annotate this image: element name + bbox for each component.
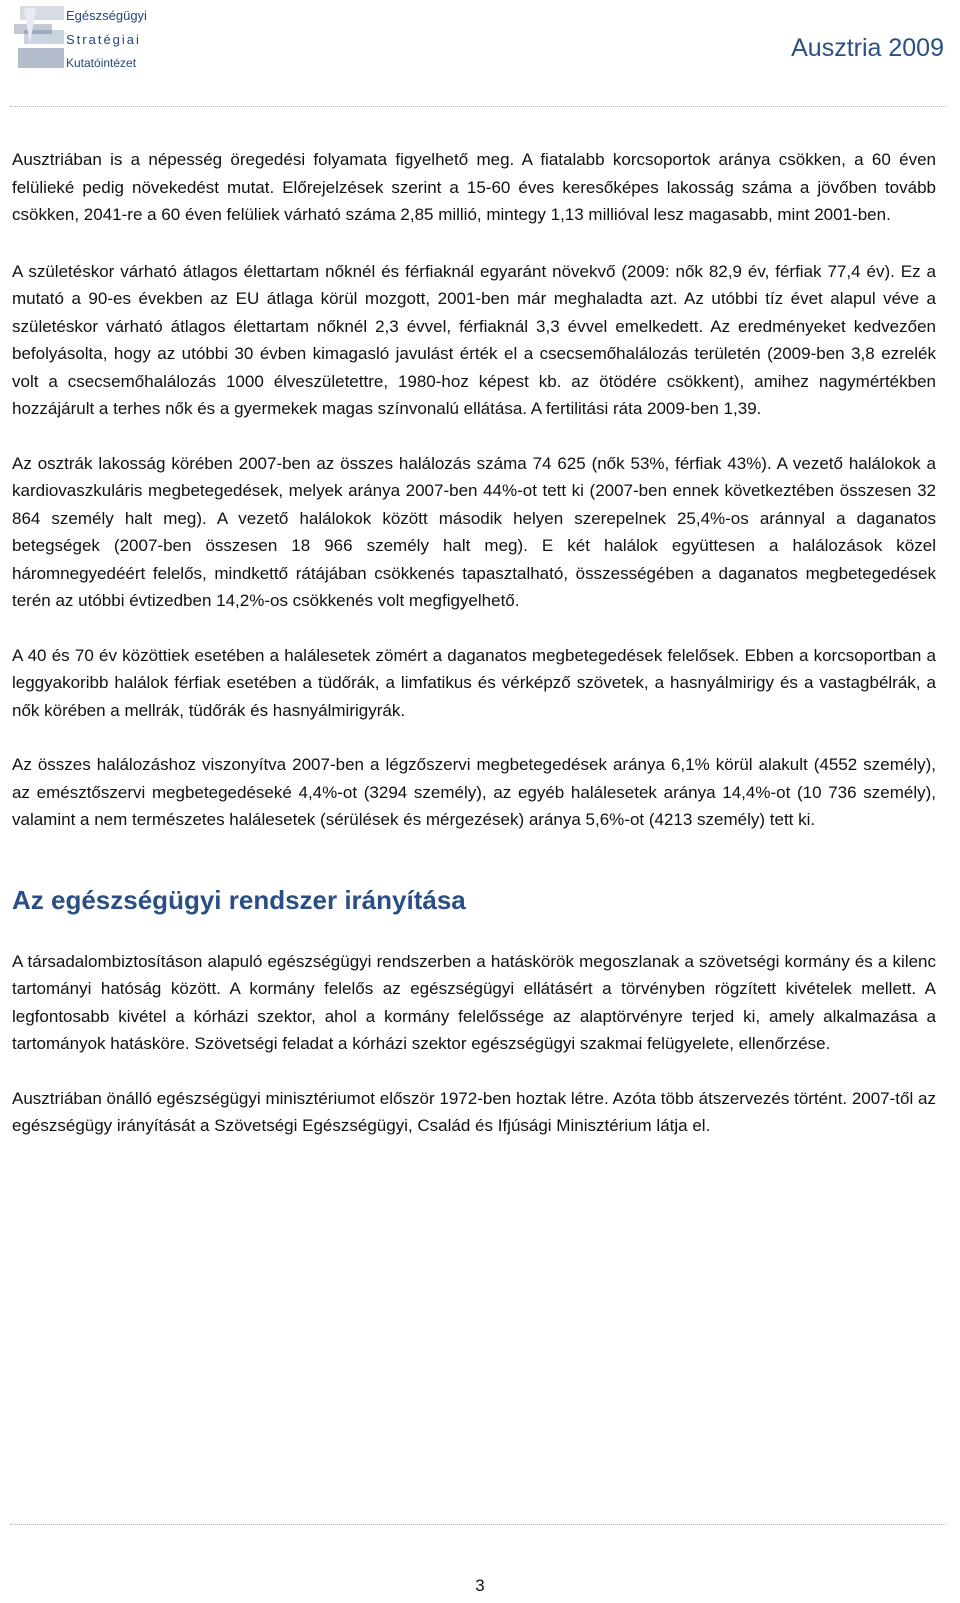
footer-divider [10,1524,946,1525]
logo-text-line2: Stratégiai [66,32,141,47]
institute-logo [14,4,164,72]
page-number: 3 [475,1576,485,1595]
paragraph-life-expectancy: A születéskor várható átlagos élettartam nőknél és férfiaknál egyaránt növekvő (2009: nők 82,9 év, férfiak 77,4 év). Ez a mutató a 90-es években az EU átlaga körül mozgott, 2001-ben már meghaladta azt. Az utóbbi tíz évet alapul véve a születéskor várható átlagos élettartam nőknél 2,3 évvel, férfiaknál 3,3 évvel emelkedett. Az eredményeket kedvezően befolyásolta, hogy az utóbbi 30 évben kimagasló javulást érték el a csecsemőhalálozás területén (2009-ben 3,8 ezrelék volt a csecsemőhalálozás 1000 élveszületettre, 1980-hoz képest kb. az ötödére csökkent), amihez nagymértékben hozzájárult a terhes nők és a gyermekek magas színvonalú ellátása. A fertilitási ráta 2009-ben 1,39. [12,261,936,418]
document-title: Ausztria 2009 [791,34,944,62]
header-divider [10,106,946,107]
document-body [12,146,936,1167]
paragraph-aging: Ausztriában is a népesség öregedési folyamata figyelhető meg. A fiatalabb korcsoportok aránya csökken, a 60 éven felülieké pedig növekedést mutat. Előrejelzések szerint a 15-60 éves keresőképes lakosság száma a jövőben tovább csökken, 2041-re a 60 éven felüliek várható száma 2,85 millió, mintegy 1,13 millióval lesz magasabb, mint 2001-ben. [12,150,936,224]
logo-mark-icon [14,4,64,72]
paragraph-ministry: Ausztriában önálló egészségügyi minisztériumot először 1972-ben hoztak létre. Azóta több átszervezés történt. 2007-től az egészségügy irányítását a Szövetségi Egészségügyi, Család és Ifjúsági Minisztérium látja el. [12,1088,936,1135]
paragraph-mortality: Az osztrák lakosság körében 2007-ben az összes halálozás száma 74 625 (nők 53%, férfiak 43%). A vezető halálokok a kardiovaszkuláris megbetegedések, melyek aránya 2007-ben 44%-ot tett ki (2007-ben ennek következtében összesen 32 864 személy halt meg). A vezető halálokok között második helyen szerepelnek 25,4%-os aránnyal a daganatos betegségek (2007-ben összesen 18 966 személy halt meg). E két halálok együttesen a halálozások közel háromnegyedéért felelős, mindkettő rátájában csökkenés tapasztalható, összességében a daganatos megbetegedések terén az utóbbi évtizedben 14,2%-os csökkenés volt megfigyelhető. [12,453,936,610]
paragraph-other-causes: Az összes halálozáshoz viszonyítva 2007-ben a légzőszervi megbetegedések aránya 6,1% körül alakult (4552 személy), az emésztőszervi megbetegedéseké 4,4%-ot (3294 személy), az egyéb halálesetek aránya 14,4%-ot (10 736 személy), valamint a nem természetes halálesetek (sérülések és mérgezések) aránya 5,6%-ot (4213 személy) tett ki. [12,755,936,829]
logo-text-line3: Kutatóintézet [66,56,137,70]
paragraph-governance: A társadalombiztosításon alapuló egészségügyi rendszerben a hatáskörök megoszlanak a szövetségi kormány és a kilenc tartományi hatóság között. A kormány felelős az egészségügyi ellátásért a törvényben rögzített kivételek mellett. A legfontosabb kivétel a kórházi szektor, ahol a kormány felelőssége az alaptörvényre terjed ki, amely alkalmazása a tartományok hatásköre. Szövetségi feladat a kórházi szektor egészségügyi szakmai felügyelete, ellenőrzése. [12,951,936,1053]
paragraph-cancer: A 40 és 70 év közöttiek esetében a halálesetek zömért a daganatos megbetegedések felelősek. Ebben a korcsoportban a leggyakoribb halálok férfiak esetében a tüdőrák, a limfatikus és vérképző szövetek, a hasnyálmirigy és a vastagbélrák, a nők körében a mellrák, tüdőrák és hasnyálmirigyrák. [12,645,936,720]
section-heading: Az egészségügyi rendszer irányítása [12,884,466,915]
logo-text-line1: Egészségügyi [66,8,147,23]
page-header [0,0,960,108]
